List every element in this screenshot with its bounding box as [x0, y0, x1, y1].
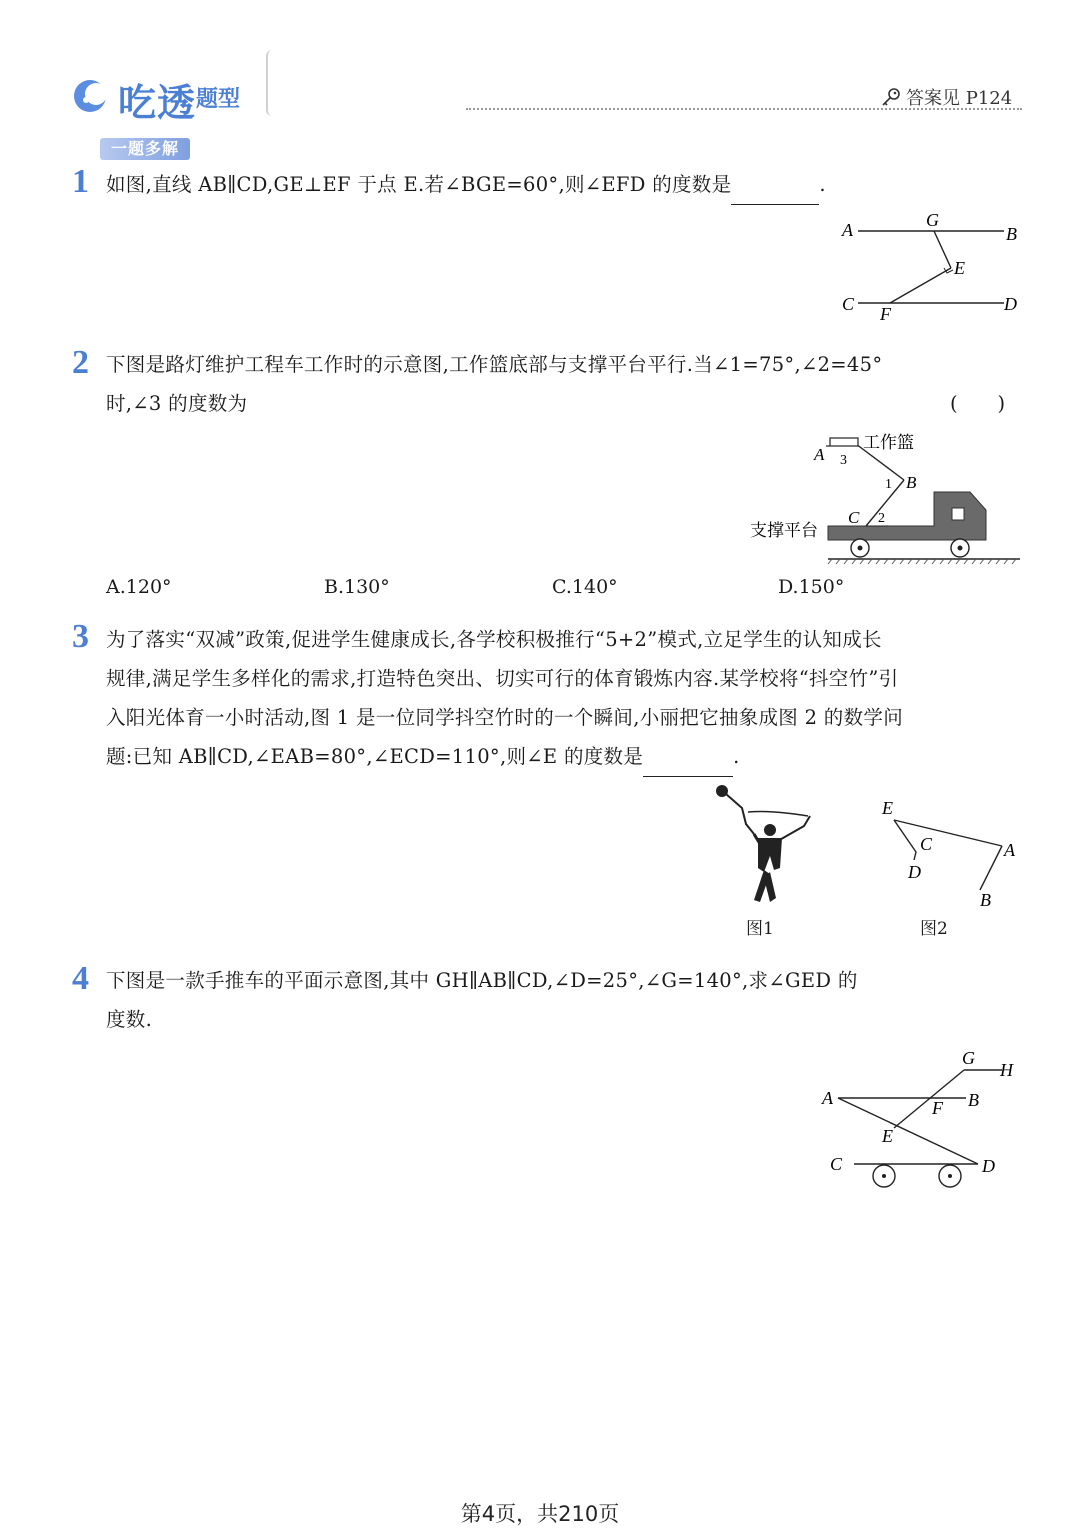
svg-text:H: H	[1000, 1060, 1013, 1080]
question-4-line-2: 度数.	[106, 1008, 153, 1031]
question-2-choice-a: A.120°	[106, 576, 172, 598]
brand-title: 吃透	[118, 81, 197, 125]
question-3-figure-1	[712, 782, 822, 908]
question-2-figure	[748, 426, 1024, 566]
header-bracket	[266, 50, 276, 116]
svg-text:B: B	[968, 1090, 979, 1110]
basket-label: 工作篮	[863, 433, 914, 452]
question-1-figure	[836, 208, 1026, 328]
svg-text:B: B	[1006, 224, 1017, 244]
svg-text:A: A	[1004, 840, 1015, 860]
question-3-line-4	[106, 737, 740, 777]
svg-text:A: A	[814, 445, 825, 464]
svg-text:G: G	[926, 210, 939, 230]
question-2-choice-d: D.150°	[778, 576, 845, 598]
question-2-choice-b: B.130°	[324, 576, 390, 598]
key-icon	[880, 86, 902, 108]
svg-text:E: E	[882, 1126, 893, 1146]
question-4-figure	[818, 1040, 1028, 1200]
svg-text:D: D	[982, 1156, 995, 1176]
question-4-number: 4	[72, 960, 89, 997]
question-3-answer-blank	[643, 737, 733, 777]
brand-subtitle: 题型	[196, 87, 241, 112]
question-3-figure-2-caption: 图2	[920, 919, 948, 939]
question-2-choice-c: C.140°	[552, 576, 618, 598]
question-3-number: 3	[72, 618, 89, 655]
svg-text:E: E	[882, 798, 893, 818]
platform-label: 支撑平台	[750, 521, 818, 540]
question-2-number: 2	[72, 344, 89, 381]
section-tag: 一题多解	[100, 138, 190, 160]
header-divider	[466, 108, 1022, 110]
page-footer: 第4页，共210页	[460, 1502, 620, 1526]
question-3-stem-end: 题:已知 AB∥CD,∠EAB=80°,∠ECD=110°,则∠E 的度数是	[106, 745, 644, 768]
svg-text:F: F	[880, 304, 891, 324]
svg-text:A: A	[842, 220, 853, 240]
svg-text:C: C	[830, 1154, 843, 1174]
answer-reference-text: 答案见 P124	[906, 88, 1013, 109]
svg-text:D: D	[908, 862, 921, 882]
question-3-line-1: 为了落实“双减”政策,促进学生健康成长,各学校积极推行“5+2”模式,立足学生的认知成长	[106, 628, 882, 651]
brand-logo-icon	[72, 78, 108, 114]
svg-text:C: C	[848, 508, 860, 527]
svg-text:C: C	[842, 294, 855, 314]
question-1-stem: 如图,直线 AB∥CD,GE⊥EF 于点 E.若∠BGE=60°,则∠EFD 的度数是	[106, 173, 732, 196]
question-3-line-2: 规律,满足学生多样化的需求,打造特色突出、切实可行的体育锻炼内容.某学校将“抖空竹”引	[106, 667, 899, 690]
question-3-line-3: 入阳光体育一小时活动,图 1 是一位同学抖空竹时的一个瞬间,小丽把它抽象成图 2 的数学问	[106, 706, 904, 729]
svg-text:D: D	[1004, 294, 1017, 314]
svg-text:B: B	[906, 473, 917, 492]
svg-text:E: E	[954, 258, 965, 278]
question-3-tail: .	[733, 745, 740, 768]
question-3-figure-1-caption: 图1	[746, 919, 774, 939]
question-3-figure-2	[872, 796, 1022, 916]
question-1-answer-blank	[731, 165, 819, 205]
svg-text:B: B	[980, 890, 991, 910]
question-2-answer-bracket: ( )	[950, 392, 1006, 415]
question-2-line-2: 时,∠3 的度数为	[106, 392, 248, 415]
question-4-line-1: 下图是一款手推车的平面示意图,其中 GH∥AB∥CD,∠D=25°,∠G=140°,求∠GED 的	[106, 969, 858, 992]
svg-text:C: C	[920, 834, 933, 854]
question-1-text	[106, 165, 826, 205]
svg-text:A: A	[822, 1088, 833, 1108]
svg-text:3: 3	[840, 453, 847, 468]
question-2-line-1: 下图是路灯维护工程车工作时的示意图,工作篮底部与支撑平台平行.当∠1=75°,∠2=45°	[106, 353, 883, 376]
answer-reference	[880, 84, 1012, 110]
svg-text:2: 2	[878, 511, 885, 526]
question-1-number: 1	[72, 163, 89, 200]
question-1-tail: .	[819, 173, 826, 196]
svg-text:G: G	[962, 1048, 975, 1068]
svg-text:1: 1	[885, 477, 892, 492]
svg-text:F: F	[932, 1098, 943, 1118]
